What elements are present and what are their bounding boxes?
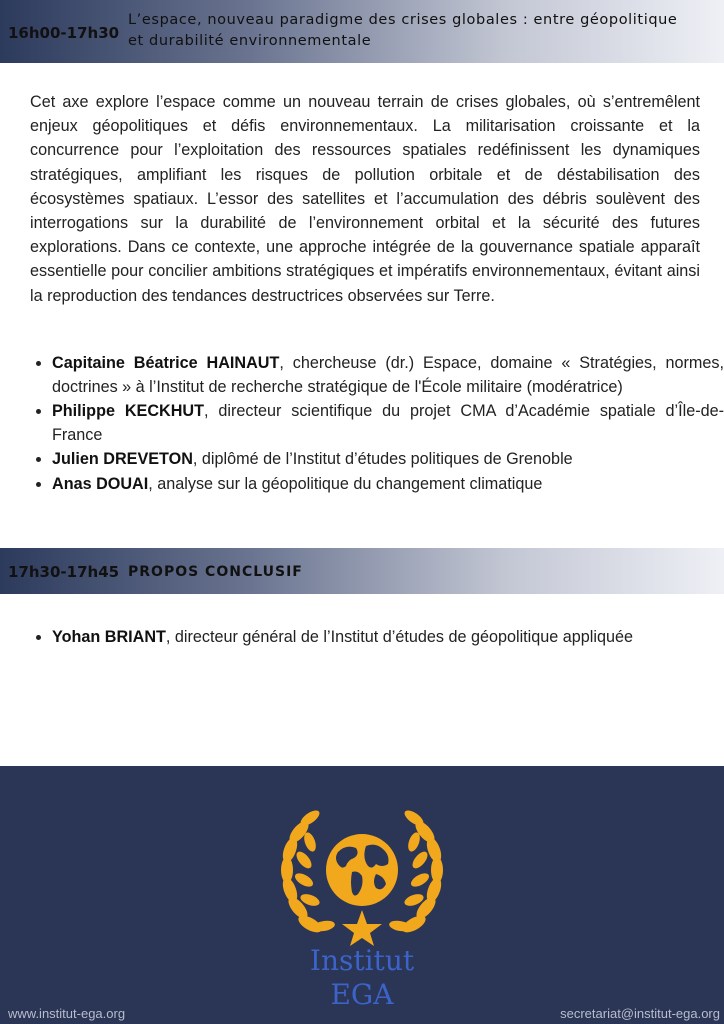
speaker-list [30,352,724,497]
session-title: L’espace, nouveau paradigme des crises globales : entre géopolitique et durabilité environnementale [128,12,678,49]
globe-laurel-icon [272,806,452,946]
speaker-name: Capitaine Béatrice HAINAUT [52,354,280,372]
website-link[interactable]: www.institut-ega.org [8,1006,126,1021]
speaker-list [30,626,724,651]
list-item [52,473,724,497]
footer [0,766,724,1024]
list-item [52,400,724,447]
speaker-role: , directeur scientifique du projet CMA d’Académie spatiale d’Île-de-France [52,402,724,444]
list-item [52,626,724,650]
speaker-name: Philippe KECKHUT [52,402,204,420]
speaker-name: Yohan BRIANT [52,628,166,646]
brand-line-2: EGA [330,978,394,1011]
speaker-role: , directeur général de l’Institut d’études de géopolitique appliquée [165,628,633,646]
speaker-name: Julien DREVETON [52,450,193,468]
email-link[interactable]: secretariat@institut-ega.org [560,1006,720,1021]
session-title: PROPOS CONCLUSIF [128,564,303,580]
session-time: 16h00-17h30 [8,24,120,42]
speaker-role: , analyse sur la géopolitique du changement climatique [148,474,543,493]
session-header-1 [0,0,724,63]
speaker-name: Anas DOUAI [52,474,149,493]
session-header-2 [0,548,724,594]
session-time: 17h30-17h45 [8,563,120,581]
brand-line-1: Institut [309,944,415,977]
list-item [52,352,724,399]
session-description: Cet axe explore l’espace comme un nouveau terrain de crises globales, où s’entremêlent enjeux géopolitiques et défis environnementaux. La militarisation croissante et la concurrence pour l’exploitation des ressources spatiales redéfinissent les dynamiques stratégiques, amplifiant les risques de pollution orbitale et de déstabilisation des écosystèmes spatiaux. L’essor des satellites et l’accumulation des débris soulèvent des interrogations sur la durabilité de l’environnement orbital et la sécurité des futures explorations. Dans ce contexte, une approche intégrée de la gouvernance spatiale apparaît essentielle pour concilier ambitions stratégiques et impératifs environnementaux, évitant ainsi la reproduction des tendances destructrices observées sur Terre. [30,93,700,305]
speaker-role: , diplômé de l’Institut d’études politiques de Grenoble [192,450,573,468]
speaker-role: , chercheuse (dr.) Espace, domaine « Stratégies, normes, doctrines » à l’Institut de recherche stratégique de l'École militaire (modératrice) [52,354,724,396]
list-item [52,448,724,472]
